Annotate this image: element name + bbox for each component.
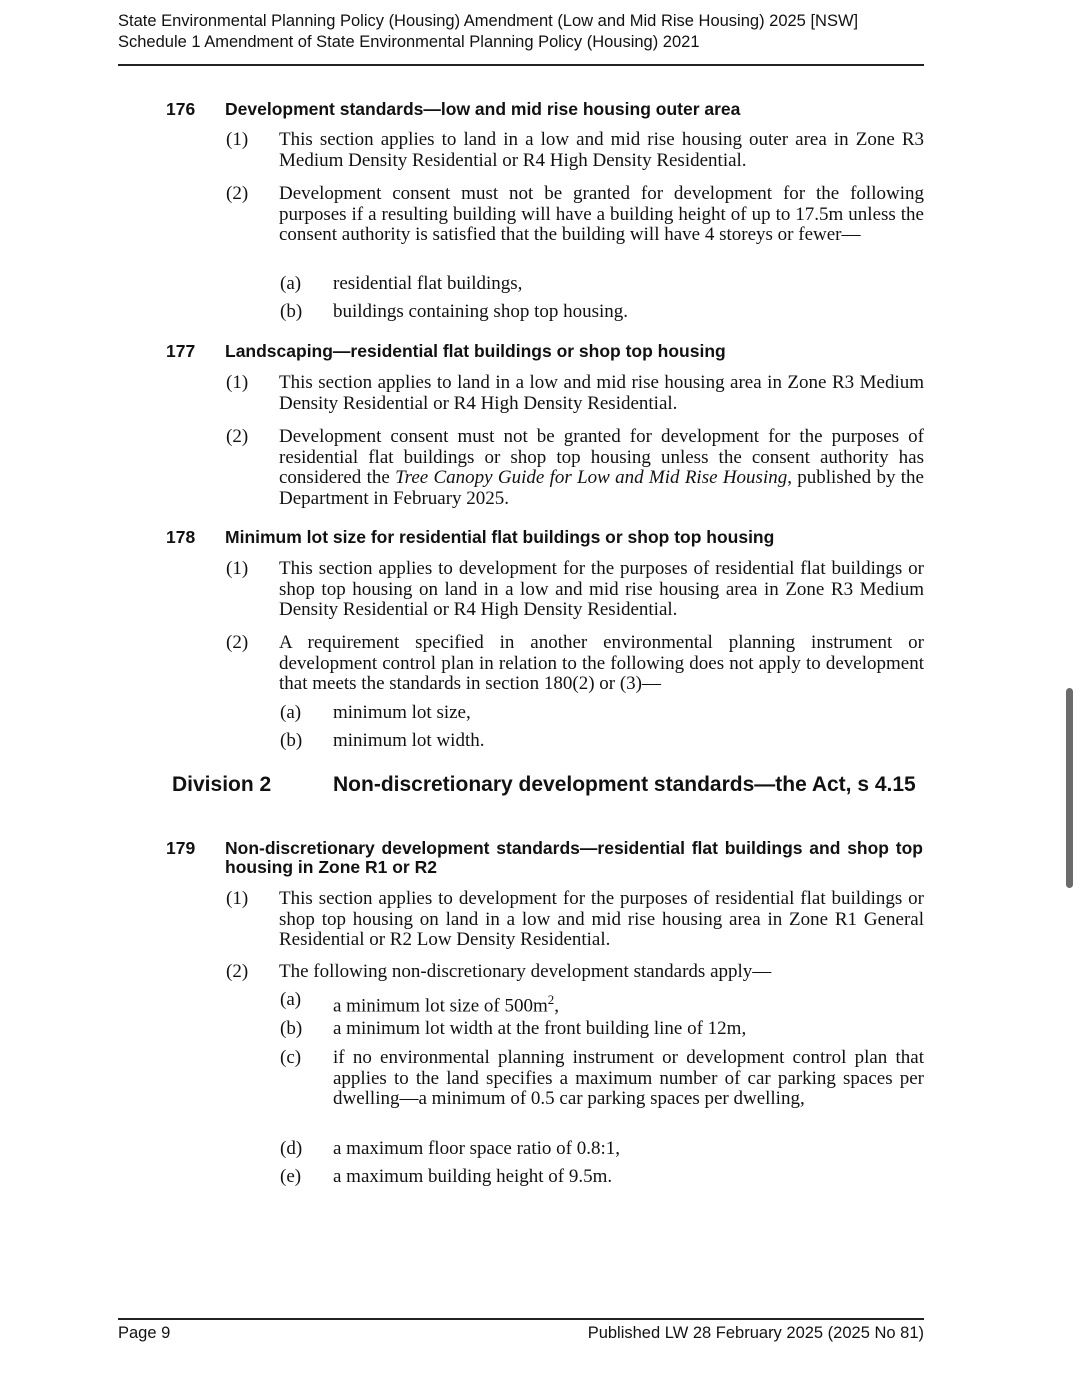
- paragraph-label: (e): [280, 1166, 302, 1187]
- text-run: a minimum lot size of 500m: [333, 995, 548, 1017]
- subsection-text: This section applies to development for the purposes of residential flat buildings or shop top housing on land in a low and mid rise housing area in Zone R3 Medium Density Residential or R4 High Density Residential.: [279, 558, 924, 620]
- paragraph-text: minimum lot size,: [333, 702, 471, 723]
- header-title: State Environmental Planning Policy (Housing) Amendment (Low and Mid Rise Housing) 2025 [NSW]: [118, 12, 859, 30]
- paragraph-text: [333, 990, 924, 1017]
- paragraph-text: if no environmental planning instrument or development control plan that applies to the land specifies a maximum number of car parking spaces per dwelling—a minimum of 0.5 car parking spaces per dwelling,: [333, 1047, 924, 1109]
- section-number: 179: [166, 838, 196, 858]
- section-number: 177: [166, 341, 196, 361]
- paragraph-label: (a): [280, 273, 302, 294]
- superscript: 2: [547, 992, 555, 1007]
- section-title: Development standards—low and mid rise housing outer area: [225, 99, 741, 119]
- subsection-text: This section applies to land in a low and mid rise housing area in Zone R3 Medium Density Residential or R4 High Density Residential.: [279, 372, 924, 414]
- publication-info: Published LW 28 February 2025 (2025 No 81): [587, 1324, 924, 1342]
- subsection-label: (1): [226, 558, 249, 579]
- paragraph-text: a maximum building height of 9.5m.: [333, 1166, 613, 1187]
- section-number: 178: [166, 527, 196, 547]
- paragraph-label: (a): [280, 989, 302, 1010]
- subsection-text: This section applies to development for the purposes of residential flat buildings or shop top housing on land in a low and mid rise housing area in Zone R1 General Residential or R2 Low Density Residential.: [279, 888, 924, 950]
- vertical-scrollbar-thumb[interactable]: [1066, 688, 1073, 888]
- subsection-text: [279, 427, 924, 509]
- subsection-label: (2): [226, 426, 249, 447]
- section-title: Landscaping—residential flat buildings or shop top housing: [225, 341, 726, 361]
- paragraph-label: (d): [280, 1138, 303, 1159]
- paragraph-label: (c): [280, 1047, 302, 1068]
- paragraph-label: (b): [280, 730, 303, 751]
- page-header: [118, 11, 924, 53]
- subsection-label: (1): [226, 888, 249, 909]
- section-title: Minimum lot size for residential flat buildings or shop top housing: [225, 527, 775, 547]
- paragraph-text: residential flat buildings,: [333, 273, 523, 294]
- footer-rule: [118, 1318, 924, 1320]
- paragraph-label: (a): [280, 702, 302, 723]
- header-schedule: Schedule 1 Amendment of State Environmental Planning Policy (Housing) 2021: [118, 33, 700, 51]
- text-run: ,: [554, 995, 560, 1017]
- subsection-label: (1): [226, 372, 249, 393]
- subsection-label: (2): [226, 632, 249, 653]
- guide-title: Tree Canopy Guide for Low and Mid Rise Housing: [395, 467, 788, 488]
- division-title: Non-discretionary development standards—the Act, s 4.15: [333, 773, 916, 796]
- text-run: Development consent must not be granted for development for the purposes of residential flat buildings or shop top housing unless the consent authority has considered the: [279, 426, 924, 488]
- subsection-text: This section applies to land in a low and mid rise housing outer area in Zone R3 Medium Density Residential or R4 High Density Residential.: [279, 129, 924, 171]
- page-number: Page 9: [118, 1324, 171, 1342]
- text-run: , published by the Department in February 2025.: [279, 467, 924, 509]
- section-title: Non-discretionary development standards—residential flat buildings and shop top housing in Zone R1 or R2: [225, 838, 923, 877]
- header-rule: [118, 64, 924, 66]
- paragraph-label: (b): [280, 301, 303, 322]
- subsection-text: The following non-discretionary development standards apply—: [279, 961, 772, 982]
- subsection-text: Development consent must not be granted for development for the following purposes if a resulting building will have a building height of up to 17.5m unless the consent authority is satisfied that the building will have 4 storeys or fewer—: [279, 183, 924, 245]
- subsection-label: (2): [226, 961, 249, 982]
- subsection-label: (2): [226, 183, 249, 204]
- paragraph-text: minimum lot width.: [333, 730, 485, 751]
- subsection-text: A requirement specified in another environmental planning instrument or development control plan in relation to the following does not apply to development that meets the standards in section 180(2) or (3)—: [279, 632, 924, 694]
- paragraph-text: a minimum lot width at the front building line of 12m,: [333, 1018, 747, 1039]
- division-label: Division 2: [172, 773, 272, 796]
- paragraph-text: buildings containing shop top housing.: [333, 301, 629, 322]
- paragraph-text: a maximum floor space ratio of 0.8:1,: [333, 1138, 621, 1159]
- section-number: 176: [166, 99, 196, 119]
- subsection-label: (1): [226, 129, 249, 150]
- paragraph-label: (b): [280, 1018, 303, 1039]
